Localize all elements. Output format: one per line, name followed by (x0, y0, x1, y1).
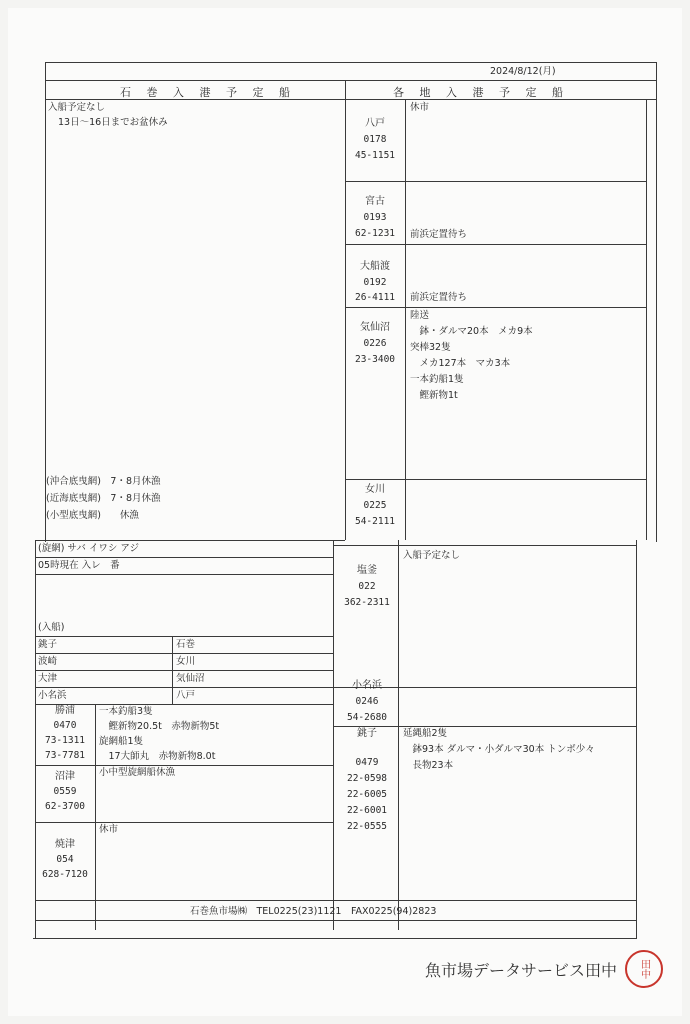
brand-signature: 魚市場データサービス田中 (425, 961, 618, 980)
grid-row-3 (35, 687, 333, 688)
grid-row-1 (35, 653, 333, 654)
left-sep-status-top (35, 557, 333, 558)
port-katsuura-tel1: 0470 (53, 720, 77, 731)
right-column-header: 各 地 入 港 予 定 船 (393, 86, 569, 99)
port-yaizu-tel1: 054 (56, 854, 74, 865)
ishinomaki-line2: 13日～16日までお盆休み (58, 117, 168, 128)
grid-cell: 八戸 (176, 690, 196, 701)
port-katsuura-line: 17大師丸 赤物新物8.0t (99, 751, 216, 762)
frame-bottom (33, 938, 637, 939)
frame-top (45, 62, 657, 63)
center-divider-lower (333, 540, 334, 930)
port-katsuura-line: 一本釣船3隻 (99, 706, 153, 717)
frame-left-upper (45, 62, 46, 542)
port-hachinohe-tel2: 45-1151 (354, 150, 396, 161)
grid-cell: 大津 (38, 673, 58, 684)
nyusen-label: (入船) (38, 622, 65, 633)
port-ofunato-tel2: 26-4111 (354, 292, 396, 303)
port-yaizu-name: 焼津 (55, 839, 75, 850)
grid-cell: 小名浜 (38, 690, 67, 701)
right-sep-3 (345, 307, 646, 308)
port-kesennuma-line: メカ127本 マカ3本 (410, 358, 511, 369)
date-divider (45, 80, 657, 81)
frame-right-upper (656, 62, 657, 542)
port-choshi-tel4: 22-6001 (346, 805, 388, 816)
seal-text: 田中 (638, 959, 650, 979)
port-hachinohe-name: 八戸 (365, 118, 385, 129)
purse-seine-line: (旋網) サバ イワシ アジ (38, 543, 140, 554)
port-numazu-tel2: 62-3700 (44, 801, 86, 812)
port-miyako-tel1: 0193 (363, 212, 387, 223)
port-shiogama-tel1: 022 (358, 581, 376, 592)
port-kesennuma-tel1: 0226 (363, 338, 387, 349)
port-miyako-note: 前浜定置待ち (410, 229, 468, 240)
left-sep-grid-top (35, 636, 333, 637)
port-choshi-line: 長物23本 (403, 760, 454, 771)
port-numazu-name: 沼津 (55, 771, 75, 782)
port-choshi-line: 鉢93本 ダルマ・小ダルマ30本 トンボ少々 (403, 744, 595, 755)
left-lower-label-divider (95, 704, 96, 930)
right-inner-right-upper (646, 99, 647, 540)
port-katsuura-line: 旋網船1隻 (99, 736, 144, 747)
port-kesennuma-line: 突棒32隻 (410, 342, 451, 353)
port-kesennuma-tel2: 23-3400 (354, 354, 396, 365)
port-yaizu-tel2: 628-7120 (42, 869, 88, 880)
port-numazu-line: 小中型旋網船休漁 (99, 767, 176, 778)
footer-contact: 石巻魚市場㈱ TEL0225(23)1121 FAX0225(94)2823 (190, 906, 437, 917)
port-onagawa-tel2: 54-2111 (354, 516, 396, 527)
port-ofunato-tel1: 0192 (363, 277, 387, 288)
left-sep-purse (35, 540, 345, 541)
trawl-offshore: (沖合底曳網) 7・8月休漁 (46, 476, 161, 487)
right-sep-2 (345, 244, 646, 245)
port-miyako-name: 宮古 (365, 196, 385, 207)
port-onahama-name: 小名浜 (352, 680, 382, 691)
port-choshi-tel2: 22-0598 (346, 773, 388, 784)
port-kesennuma-name: 気仙沼 (360, 322, 390, 333)
grid-cell: 女川 (176, 656, 196, 667)
port-shiogama-note: 入船予定なし (403, 550, 461, 561)
grid-row-2 (35, 670, 333, 671)
port-kesennuma-line: 鉢・ダルマ20本 メカ9本 (410, 326, 533, 337)
trawl-small: (小型底曳網) 休漁 (46, 510, 139, 521)
port-ofunato-note: 前浜定置待ち (410, 292, 468, 303)
port-kesennuma-line: 一本釣船1隻 (410, 374, 464, 385)
center-divider-upper (345, 80, 346, 540)
document-date: 2024/8/12(月) (490, 66, 556, 77)
port-onagawa-name: 女川 (365, 484, 385, 495)
port-katsuura-line: 鰹新物20.5t 赤物新物5t (99, 721, 220, 732)
port-kesennuma-line: 鰹新物1t (410, 390, 458, 401)
port-choshi-tel1: 0479 (355, 757, 379, 768)
left-column-header: 石 巻 入 港 予 定 船 (120, 86, 296, 99)
grid-cell: 気仙沼 (176, 673, 205, 684)
port-onahama-tel1: 0246 (355, 696, 379, 707)
left-lower-sep-2 (35, 822, 333, 823)
port-onagawa-tel1: 0225 (363, 500, 387, 511)
seal-stamp (625, 950, 663, 988)
port-choshi-line: 延縄船2隻 (403, 728, 448, 739)
ishinomaki-line1: 入船予定なし (48, 102, 106, 113)
port-choshi-tel5: 22-0555 (346, 821, 388, 832)
port-hachinohe-tel1: 0178 (363, 134, 387, 145)
port-numazu-tel1: 0559 (53, 786, 77, 797)
header-divider (45, 99, 657, 100)
landing-status: 05時現在 入レ 番 (38, 560, 120, 571)
right-sep-7 (333, 726, 636, 727)
port-katsuura-tel2: 73-1311 (44, 735, 86, 746)
left-lower-bottom (35, 900, 636, 901)
port-onahama-tel2: 54-2680 (346, 712, 388, 723)
left-lower-sep-1 (35, 765, 333, 766)
port-shiogama-tel2: 362-2311 (344, 597, 390, 608)
port-ofunato-name: 大船渡 (360, 261, 390, 272)
footer-top (35, 920, 636, 921)
port-hachinohe-note: 休市 (410, 102, 430, 113)
grid-cell: 銚子 (38, 639, 58, 650)
grid-cell: 石巻 (176, 639, 196, 650)
right-sep-1 (345, 181, 646, 182)
port-katsuura-name: 勝浦 (55, 705, 75, 716)
port-kesennuma-line: 陸送 (410, 310, 430, 321)
right-label-divider-lower (398, 540, 399, 930)
right-sep-5 (333, 545, 636, 546)
trawl-coastal: (近海底曳網) 7・8月休漁 (46, 493, 161, 504)
port-choshi-tel3: 22-6005 (346, 789, 388, 800)
port-katsuura-tel3: 73-7781 (44, 750, 86, 761)
port-shiogama-name: 塩釜 (357, 565, 377, 576)
right-label-divider-upper (405, 99, 406, 540)
port-miyako-tel2: 62-1231 (354, 228, 396, 239)
port-yaizu-line: 休市 (99, 824, 119, 835)
left-sep-status-bottom (35, 574, 333, 575)
grid-cell: 波崎 (38, 656, 58, 667)
right-sep-4 (345, 479, 646, 480)
frame-right-lower (636, 540, 637, 938)
port-choshi-name: 銚子 (357, 728, 377, 739)
